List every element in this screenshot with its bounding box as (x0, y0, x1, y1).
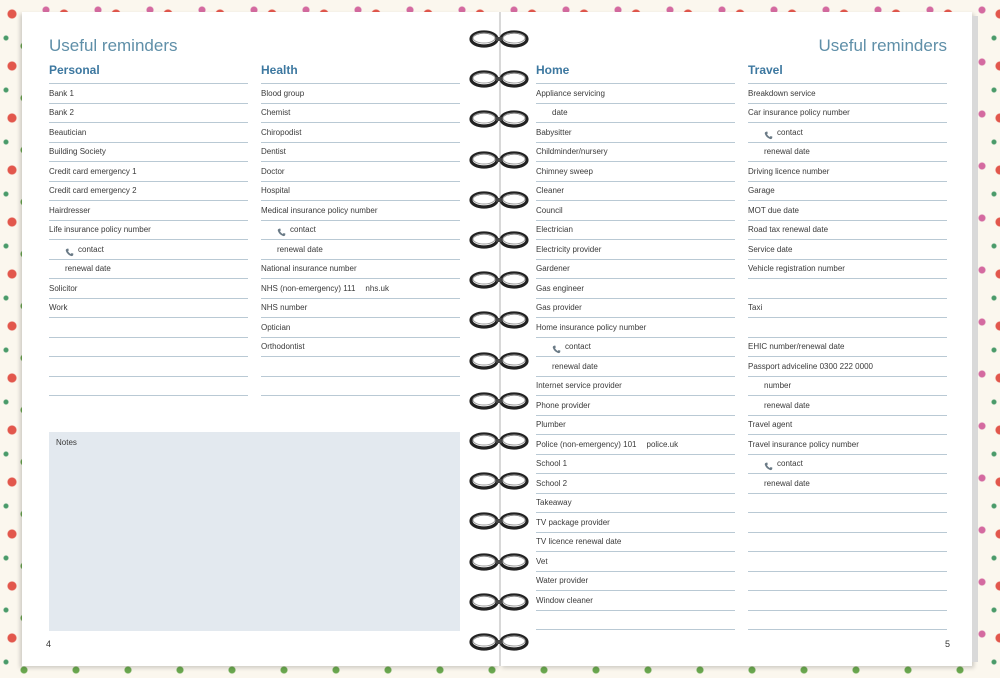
reminder-row[interactable] (49, 221, 248, 241)
reminder-row[interactable] (748, 455, 947, 475)
personal-column (49, 62, 248, 396)
row-label: Bank 2 (49, 108, 74, 118)
reminder-row[interactable] (261, 338, 460, 358)
row-label: School 1 (536, 459, 568, 469)
reminder-row[interactable] (49, 123, 248, 143)
spiral-ring (468, 392, 530, 410)
reminder-row[interactable] (536, 377, 735, 397)
reminder-row[interactable] (49, 143, 248, 163)
reminder-row[interactable] (49, 182, 248, 202)
row-label: Car insurance policy number (748, 108, 850, 118)
reminder-row[interactable] (536, 260, 735, 280)
row-label: NHS number (261, 303, 308, 313)
row-label: renewal date (764, 400, 810, 410)
notes-label: Notes (56, 438, 77, 447)
row-label: Taxi (748, 303, 763, 313)
row-label: Service date (748, 244, 793, 254)
reminder-row[interactable] (536, 123, 735, 143)
page-number-right: 5 (944, 639, 950, 649)
reminder-row[interactable] (748, 182, 947, 202)
row-label: Cleaner (536, 186, 565, 196)
reminder-row[interactable] (261, 104, 460, 124)
blank-row[interactable] (49, 338, 248, 358)
row-label: Gas engineer (536, 283, 585, 293)
row-label: Gas provider (536, 303, 582, 313)
blank-row[interactable] (261, 357, 460, 377)
row-label: contact (777, 459, 803, 469)
blank-row[interactable] (748, 572, 947, 592)
reminder-row[interactable] (49, 279, 248, 299)
row-label: Takeaway (536, 498, 572, 508)
reminder-row[interactable] (536, 357, 735, 377)
row-label: Garage (748, 186, 775, 196)
row-label: renewal date (764, 147, 810, 157)
row-label: Vet (536, 556, 548, 566)
reminder-row[interactable] (748, 260, 947, 280)
reminder-row[interactable] (261, 201, 460, 221)
reminder-row[interactable] (536, 552, 735, 572)
page-number-left: 4 (46, 639, 52, 649)
reminder-row[interactable] (536, 455, 735, 475)
row-label: National insurance number (261, 264, 357, 274)
spiral-ring (468, 472, 530, 490)
row-label: Travel insurance policy number (748, 439, 859, 449)
page-title-left: Useful reminders (49, 36, 178, 55)
reminder-row[interactable] (748, 299, 947, 319)
row-label: Chiropodist (261, 127, 302, 137)
personal-heading: Personal (49, 62, 248, 84)
row-label: Childminder/nursery (536, 147, 608, 157)
spiral-ring (468, 30, 530, 48)
reminder-row[interactable] (536, 435, 735, 455)
blank-row[interactable] (748, 513, 947, 533)
spiral-ring (468, 432, 530, 450)
reminder-row[interactable] (536, 474, 735, 494)
reminder-row[interactable] (536, 591, 735, 611)
row-label: Chimney sweep (536, 166, 593, 176)
row-label: Doctor (261, 166, 285, 176)
row-label: Council (536, 205, 563, 215)
blank-row[interactable] (748, 279, 947, 299)
reminder-row[interactable] (748, 396, 947, 416)
spiral-ring (468, 352, 530, 370)
reminder-row[interactable] (49, 201, 248, 221)
spiral-ring (468, 191, 530, 209)
spiral-ring (468, 151, 530, 169)
reminder-row[interactable] (748, 377, 947, 397)
row-label: Beautician (49, 127, 87, 137)
reminder-row[interactable] (536, 494, 735, 514)
reminder-row[interactable] (261, 240, 460, 260)
row-website: police.uk (646, 439, 679, 449)
reminder-row[interactable] (748, 435, 947, 455)
row-label: date (552, 108, 568, 118)
row-label: TV licence renewal date (536, 537, 622, 547)
row-label: Bank 1 (49, 88, 74, 98)
row-label: NHS (non-emergency) 111 (261, 283, 356, 293)
reminder-row[interactable] (49, 104, 248, 124)
reminder-row[interactable] (536, 240, 735, 260)
row-label: contact (565, 342, 591, 352)
reminder-row[interactable] (748, 240, 947, 260)
spiral-ring (468, 593, 530, 611)
row-label: School 2 (536, 478, 568, 488)
spiral-ring (468, 311, 530, 329)
reminder-row[interactable] (748, 338, 947, 358)
row-label: Optician (261, 322, 291, 332)
row-label: renewal date (65, 264, 111, 274)
reminder-row[interactable] (536, 513, 735, 533)
reminder-row[interactable] (49, 84, 248, 104)
reminder-row[interactable] (261, 260, 460, 280)
phone-icon (65, 245, 74, 254)
row-label: Appliance servicing (536, 88, 605, 98)
blank-row[interactable] (49, 318, 248, 338)
reminder-row[interactable] (49, 299, 248, 319)
reminder-row[interactable] (748, 416, 947, 436)
blank-row[interactable] (748, 611, 947, 631)
spiral-ring (468, 553, 530, 571)
spiral-ring (468, 271, 530, 289)
reminder-row[interactable] (261, 318, 460, 338)
row-label: EHIC number/renewal date (748, 342, 845, 352)
reminder-row[interactable] (536, 299, 735, 319)
blank-row[interactable] (536, 611, 735, 631)
phone-icon (764, 459, 773, 468)
row-label: Home insurance policy number (536, 322, 647, 332)
reminder-row[interactable] (536, 533, 735, 553)
row-label: Travel agent (748, 420, 793, 430)
row-label: contact (290, 225, 316, 235)
spiral-ring (468, 231, 530, 249)
reminder-row[interactable] (536, 143, 735, 163)
reminder-row[interactable] (261, 182, 460, 202)
row-label: Electricity provider (536, 244, 602, 254)
health-heading: Health (261, 62, 460, 84)
row-label: Plumber (536, 420, 566, 430)
blank-row[interactable] (49, 377, 248, 397)
row-label: contact (78, 244, 104, 254)
row-label: Electrician (536, 225, 573, 235)
row-label: Passport adviceline 0300 222 0000 (748, 361, 873, 371)
reminder-row[interactable] (49, 162, 248, 182)
row-label: MOT due date (748, 205, 799, 215)
reminder-row[interactable] (748, 221, 947, 241)
reminder-row[interactable] (261, 162, 460, 182)
row-label: Vehicle registration number (748, 264, 845, 274)
reminder-row[interactable] (536, 182, 735, 202)
reminder-row[interactable] (536, 416, 735, 436)
row-label: renewal date (277, 244, 323, 254)
row-label: renewal date (764, 478, 810, 488)
row-label: Road tax renewal date (748, 225, 829, 235)
page-title-right: Useful reminders (818, 36, 947, 55)
reminder-row[interactable] (536, 201, 735, 221)
travel-heading: Travel (748, 62, 947, 84)
travel-column (748, 62, 947, 630)
row-label: Internet service provider (536, 381, 622, 391)
row-label: Credit card emergency 1 (49, 166, 137, 176)
row-label: TV package provider (536, 517, 610, 527)
row-label: Blood group (261, 88, 305, 98)
spiral-ring (468, 70, 530, 88)
reminder-row[interactable] (261, 84, 460, 104)
row-website: nhs.uk (365, 283, 389, 293)
row-label: Hospital (261, 186, 290, 196)
reminder-row[interactable] (748, 474, 947, 494)
home-column (536, 62, 735, 630)
right-page (500, 12, 972, 666)
row-label: Orthodontist (261, 342, 305, 352)
row-label: renewal date (552, 361, 598, 371)
blank-row[interactable] (748, 533, 947, 553)
row-label: Medical insurance policy number (261, 205, 378, 215)
left-page (22, 12, 500, 666)
reminder-row[interactable] (748, 84, 947, 104)
reminder-row[interactable] (748, 104, 947, 124)
reminder-row[interactable] (261, 143, 460, 163)
row-label: Work (49, 303, 68, 313)
reminder-row[interactable] (536, 318, 735, 338)
home-heading: Home (536, 62, 735, 84)
row-label: Solicitor (49, 283, 78, 293)
reminder-row[interactable] (536, 104, 735, 124)
reminder-row[interactable] (748, 357, 947, 377)
reminder-row[interactable] (536, 572, 735, 592)
phone-icon (764, 128, 773, 137)
spiral-ring (468, 110, 530, 128)
reminder-row[interactable] (536, 396, 735, 416)
reminder-row[interactable] (536, 221, 735, 241)
spiral-ring (468, 633, 530, 651)
row-label: number (764, 381, 792, 391)
row-label: contact (777, 127, 803, 137)
reminder-row[interactable] (748, 201, 947, 221)
row-label: Window cleaner (536, 595, 593, 605)
reminder-row[interactable] (261, 279, 460, 299)
phone-icon (552, 342, 561, 351)
row-label: Babysitter (536, 127, 572, 137)
reminder-row[interactable] (536, 84, 735, 104)
row-label: Dentist (261, 147, 286, 157)
notes-area[interactable] (49, 432, 460, 631)
row-label: Breakdown service (748, 88, 816, 98)
phone-icon (277, 225, 286, 234)
blank-row[interactable] (748, 591, 947, 611)
row-label: Driving licence number (748, 166, 830, 176)
spiral-binding (468, 30, 530, 660)
row-label: Hairdresser (49, 205, 91, 215)
reminder-row[interactable] (261, 221, 460, 241)
reminder-row[interactable] (49, 240, 248, 260)
health-column (261, 62, 460, 396)
reminder-row[interactable] (748, 143, 947, 163)
reminder-row[interactable] (748, 123, 947, 143)
reminder-row[interactable] (536, 162, 735, 182)
row-label: Building Society (49, 147, 106, 157)
blank-row[interactable] (748, 552, 947, 572)
row-label: Gardener (536, 264, 570, 274)
blank-row[interactable] (748, 318, 947, 338)
reminder-row[interactable] (748, 162, 947, 182)
row-label: Phone provider (536, 400, 591, 410)
row-label: Life insurance policy number (49, 225, 151, 235)
reminder-row[interactable] (536, 279, 735, 299)
blank-row[interactable] (748, 494, 947, 514)
reminder-row[interactable] (261, 299, 460, 319)
row-label: Chemist (261, 108, 291, 118)
reminder-row[interactable] (261, 123, 460, 143)
spiral-ring (468, 512, 530, 530)
blank-row[interactable] (261, 377, 460, 397)
row-label: Police (non-emergency) 101 (536, 439, 637, 449)
row-label: Water provider (536, 576, 589, 586)
row-label: Credit card emergency 2 (49, 186, 137, 196)
reminder-row[interactable] (536, 338, 735, 358)
blank-row[interactable] (49, 357, 248, 377)
reminder-row[interactable] (49, 260, 248, 280)
